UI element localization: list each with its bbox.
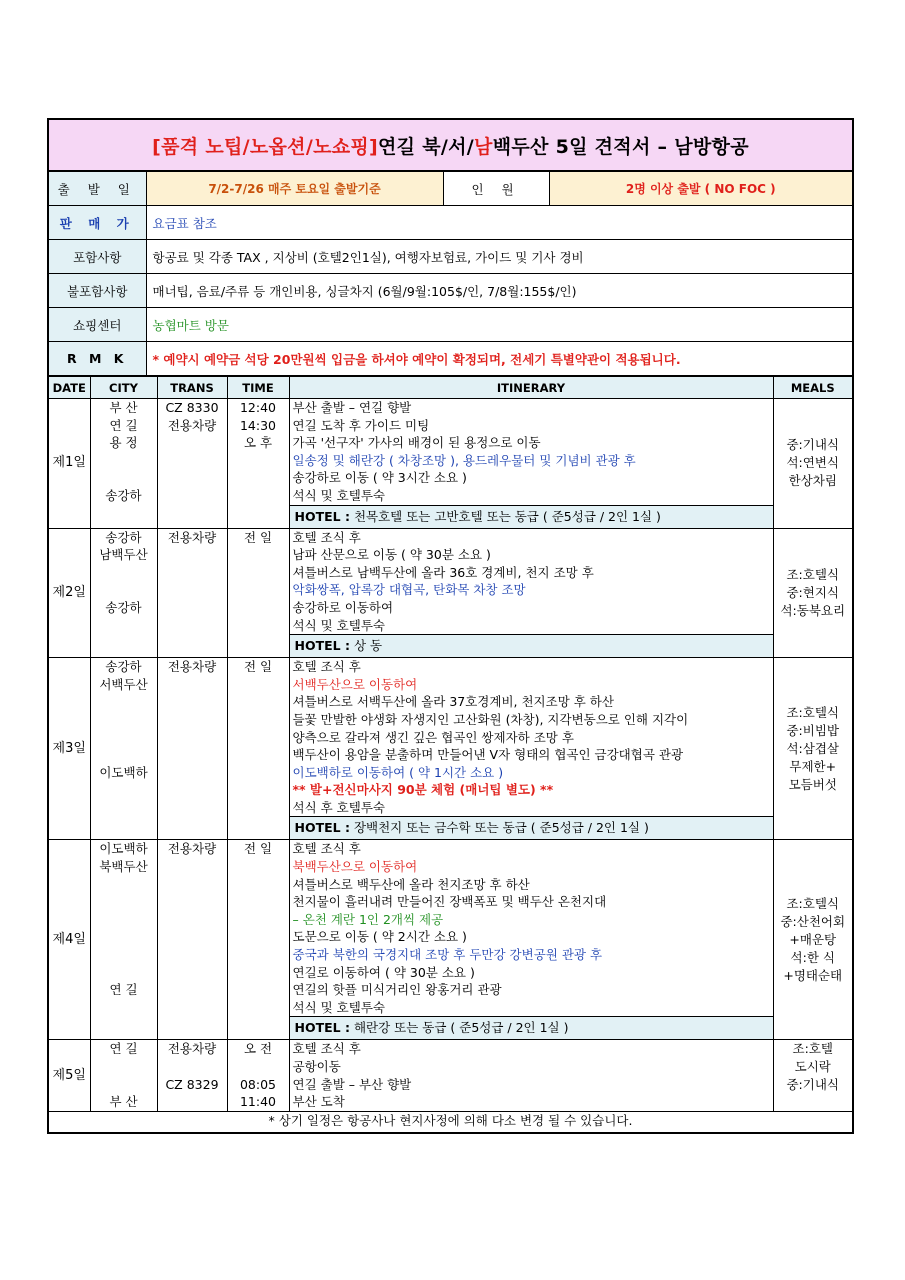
price-label: 판 매 가 (48, 206, 146, 240)
shop-value: 농협마트 방문 (146, 308, 853, 342)
meals-cell (773, 1040, 853, 1111)
time: 오 전 (243, 1041, 273, 1057)
city: 부 산 (109, 1094, 138, 1110)
itinerary-line: 셔틀버스로 백두산에 올라 천지조망 후 하산 (292, 876, 530, 892)
city (91, 911, 157, 929)
itinerary-line: 중국과 북한의 국경지대 조망 후 두만강 강변공원 관광 후 (292, 947, 603, 963)
title-tag: [품격 노팁/노옵션/노쇼핑] (152, 135, 379, 158)
trans (158, 1058, 227, 1076)
city (91, 452, 157, 470)
itinerary-cell (289, 399, 773, 529)
hotel-label: HOTEL : (294, 508, 350, 524)
time: 12:40 (239, 400, 277, 415)
header-city: CITY (90, 377, 157, 399)
meal: 조:호텔식 (786, 704, 839, 720)
city (91, 564, 157, 582)
itinerary-cell (289, 528, 773, 658)
header-meals: MEALS (773, 377, 853, 399)
day-row (48, 528, 853, 658)
trans-cell (157, 528, 227, 658)
meals-cell (773, 399, 853, 529)
shop-row (48, 308, 853, 342)
hotel-label: HOTEL : (294, 638, 350, 654)
title-text-a: 연길 북/서/ (378, 135, 475, 158)
itinerary-line: 이도백하로 이동하여 ( 약 1시간 소요 ) (292, 764, 504, 780)
footer-note: * 상기 일정은 항공사나 현지사정에 의해 다소 변경 될 수 있습니다. (48, 1111, 853, 1133)
departure-value: 7/2-7/26 매주 토요일 출발기준 (146, 172, 443, 206)
city (91, 946, 157, 964)
itinerary-line: 남파 산문으로 이동 ( 약 30분 소요 ) (292, 547, 491, 563)
city (91, 1076, 157, 1094)
title-text-b: 백두산 5일 견적서 – 남방항공 (492, 135, 749, 158)
city: 남백두산 (99, 547, 148, 563)
time-cell (227, 528, 289, 658)
city (91, 928, 157, 946)
meal: 석:한 식 (790, 949, 835, 965)
day-label: 제1일 (48, 399, 90, 529)
rmk-row (48, 342, 853, 376)
itinerary-line: 들꽃 만발한 야생화 자생지인 고산화원 (차창), 지각변동으로 인해 지각이 (292, 711, 689, 727)
itinerary-line: 호텔 조식 후 (292, 529, 361, 545)
itinerary-line: 호텔 조식 후 (292, 1041, 361, 1057)
hotel-line (290, 1016, 773, 1039)
footer-row (48, 1111, 853, 1133)
city: 연 길 (109, 417, 138, 433)
time: 전 일 (243, 841, 273, 857)
city-cell (90, 1040, 157, 1111)
city (91, 729, 157, 747)
meal: 석:동북요리 (780, 602, 846, 618)
meal: 석:삼겹살 (786, 740, 839, 756)
rmk-value: * 예약시 예약금 석당 20만원씩 입금을 하셔야 예약이 확정되며, 전세기 특별약관이 적용됩니다. (146, 342, 853, 376)
hotel-value: 천목호텔 또는 고반호텔 또는 동급 ( 준5성급 / 2인 1실 ) (349, 508, 661, 524)
city-cell (90, 399, 157, 529)
time (228, 1058, 289, 1076)
city-cell (90, 840, 157, 1040)
exclude-row (48, 274, 853, 308)
itinerary-line: 북백두산으로 이동하여 (292, 859, 418, 875)
itinerary-line: 석식 및 호텔투숙 (292, 617, 385, 633)
itinerary-line: 송강하로 이동하여 (292, 599, 394, 615)
time: 전 일 (243, 659, 273, 675)
time: 11:40 (239, 1094, 277, 1110)
city: 부 산 (109, 400, 138, 415)
city: 이도백하 (99, 841, 148, 857)
hotel-label: HOTEL : (294, 820, 350, 836)
city (91, 876, 157, 894)
city-cell (90, 528, 157, 658)
trans-cell (157, 399, 227, 529)
exclude-label: 불포함사항 (48, 274, 146, 308)
itinerary-cell (289, 1040, 773, 1111)
itinerary-line: 연길의 핫플 미식거리인 왕홍거리 관광 (292, 982, 502, 998)
page-title (47, 118, 854, 171)
hotel-line (290, 634, 773, 657)
city (91, 693, 157, 711)
hotel-label: HOTEL : (294, 1020, 350, 1036)
city: 연 길 (109, 982, 138, 998)
city: 송강하 (105, 599, 142, 615)
time-cell (227, 840, 289, 1040)
time: 오 후 (243, 435, 273, 451)
city: 송강하 (105, 529, 142, 545)
itinerary-line: 셔틀버스로 서백두산에 올라 37호경계비, 천지조망 후 하산 (292, 694, 614, 710)
meal: 석:연변식 (786, 455, 839, 471)
exclude-value: 매너팁, 음료/주류 등 개인비용, 싱글차지 (6월/9월:105$/인, 7/8월:155$/인) (146, 274, 853, 308)
trans: 전용차량 (167, 659, 217, 675)
itinerary-line: 석식 및 호텔투숙 (292, 487, 385, 503)
hotel-line (290, 505, 773, 528)
meal: 중:산천어회 (780, 913, 846, 929)
meal: +명태순태 (783, 967, 843, 983)
itinerary-line: 석식 후 호텔투숙 (292, 799, 385, 815)
itinerary-line: 셔틀버스로 남백두산에 올라 36호 경계비, 천지 조망 후 (292, 564, 594, 580)
itinerary-line: 악화쌍폭, 압록강 대협곡, 탄화목 차창 조망 (292, 582, 526, 598)
trans: CZ 8329 (165, 1076, 219, 1092)
meal: 무제한+ (789, 758, 837, 774)
itinerary-line: 연길 도착 후 가이드 미팅 (292, 417, 430, 433)
city: 북백두산 (99, 859, 148, 875)
meal: 조:호텔식 (786, 895, 839, 911)
header-time: TIME (227, 377, 289, 399)
city-cell (90, 658, 157, 840)
title-south: 남 (474, 135, 493, 158)
itinerary-line: 양측으로 갈라져 생긴 깊은 협곡인 쌍제자하 조망 후 (292, 729, 574, 745)
city: 연 길 (109, 1041, 138, 1057)
city (91, 469, 157, 487)
itinerary-line: 호텔 조식 후 (292, 659, 361, 675)
hotel-line (290, 816, 773, 839)
meal: 도시락 (794, 1059, 831, 1075)
itinerary-cell (289, 658, 773, 840)
time-cell (227, 1040, 289, 1111)
city: 송강하 (105, 487, 142, 503)
itinerary-line: 호텔 조식 후 (292, 841, 361, 857)
meal: 중:기내식 (786, 437, 839, 453)
city (91, 1058, 157, 1076)
itinerary-line: 부산 도착 (292, 1094, 345, 1110)
meal: 중:현지식 (786, 584, 839, 600)
itinerary-line: 연길 출발 – 부산 향발 (292, 1076, 412, 1092)
time: 14:30 (239, 417, 277, 433)
price-row (48, 206, 853, 240)
time-cell (227, 399, 289, 529)
city (91, 893, 157, 911)
trans-cell (157, 840, 227, 1040)
itinerary-line: – 온천 계란 1인 2개씩 제공 (292, 911, 444, 927)
city (91, 581, 157, 599)
city: 송강하 (105, 659, 142, 675)
day-label: 제4일 (48, 840, 90, 1040)
itinerary-table (47, 376, 854, 1134)
meal: +매운탕 (789, 931, 837, 947)
trans: 전용차량 (167, 1041, 217, 1057)
day-row (48, 399, 853, 529)
time-cell (227, 658, 289, 840)
people-label: 인 원 (443, 172, 549, 206)
itinerary-line: 서백두산으로 이동하여 (292, 676, 418, 692)
day-label: 제5일 (48, 1040, 90, 1111)
trans: 전용차량 (167, 841, 217, 857)
meals-cell (773, 528, 853, 658)
meal: 조:호텔 (792, 1041, 833, 1057)
include-label: 포함사항 (48, 240, 146, 274)
itinerary-line: 천지물이 흘러내려 만들어진 장백폭포 및 백두산 온천지대 (292, 894, 607, 910)
itinerary-line: 가곡 '선구자' 가사의 배경이 된 용정으로 이동 (292, 435, 541, 451)
city: 용 정 (109, 435, 138, 451)
itinerary-line: 도문으로 이동 ( 약 2시간 소요 ) (292, 929, 467, 945)
meals-cell (773, 658, 853, 840)
people-value: 2명 이상 출발 ( NO FOC ) (549, 172, 853, 206)
trans-cell (157, 1040, 227, 1111)
trans-cell (157, 658, 227, 840)
meal: 한상차림 (788, 473, 837, 489)
time: 08:05 (239, 1076, 277, 1092)
meals-cell (773, 840, 853, 1040)
departure-label: 출 발 일 (48, 172, 146, 206)
itinerary-header (48, 377, 853, 399)
rmk-label: R M K (48, 342, 146, 376)
header-date: DATE (48, 377, 90, 399)
meal: 중:기내식 (786, 1077, 839, 1093)
itinerary-line: 연길로 이동하여 ( 약 30분 소요 ) (292, 964, 475, 980)
hotel-value: 장백천지 또는 금수학 또는 동급 ( 준5성급 / 2인 1실 ) (349, 820, 649, 836)
departure-row (48, 172, 853, 206)
trans: 전용차량 (167, 417, 217, 433)
quote-sheet (47, 118, 854, 1134)
day-row (48, 1040, 853, 1111)
shop-label: 쇼핑센터 (48, 308, 146, 342)
trans: CZ 8330 (165, 400, 219, 415)
info-table (47, 171, 854, 376)
meal: 조:호텔식 (786, 566, 839, 582)
day-row (48, 658, 853, 840)
itinerary-line: 공항이동 (292, 1059, 341, 1074)
include-value: 항공료 및 각종 TAX , 지상비 (호텔2인1실), 여행자보험료, 가이드 및 기사 경비 (146, 240, 853, 274)
itinerary-line: 송강하로 이동 ( 약 3시간 소요 ) (292, 470, 467, 486)
hotel-value: 상 동 (349, 638, 383, 654)
itinerary-cell (289, 840, 773, 1040)
meal: 중:비빔밥 (786, 722, 839, 738)
city: 서백두산 (99, 676, 148, 692)
header-itinerary: ITINERARY (289, 377, 773, 399)
meal: 모듬버섯 (788, 776, 837, 792)
itinerary-line: 석식 및 호텔투숙 (292, 999, 385, 1015)
day-row (48, 840, 853, 1040)
city (91, 746, 157, 764)
header-trans: TRANS (157, 377, 227, 399)
day-label: 제2일 (48, 528, 90, 658)
day-label: 제3일 (48, 658, 90, 840)
time: 전 일 (243, 529, 273, 545)
city: 이도백하 (99, 764, 148, 780)
price-value: 요금표 참조 (146, 206, 853, 240)
city (91, 711, 157, 729)
include-row (48, 240, 853, 274)
trans: 전용차량 (167, 529, 217, 545)
itinerary-line: ** 발+전신마사지 90분 체험 (매너팁 별도) ** (292, 782, 554, 798)
hotel-value: 해란강 또는 동급 ( 준5성급 / 2인 1실 ) (349, 1020, 569, 1036)
itinerary-line: 일송정 및 해란강 ( 차창조망 ), 용드레우물터 및 기념비 관광 후 (292, 452, 636, 468)
itinerary-line: 백두산이 용암을 분출하며 만들어낸 V자 형태의 협곡인 금강대협곡 관광 (292, 747, 684, 763)
city (91, 964, 157, 982)
itinerary-line: 부산 출발 – 연길 향발 (292, 400, 412, 415)
